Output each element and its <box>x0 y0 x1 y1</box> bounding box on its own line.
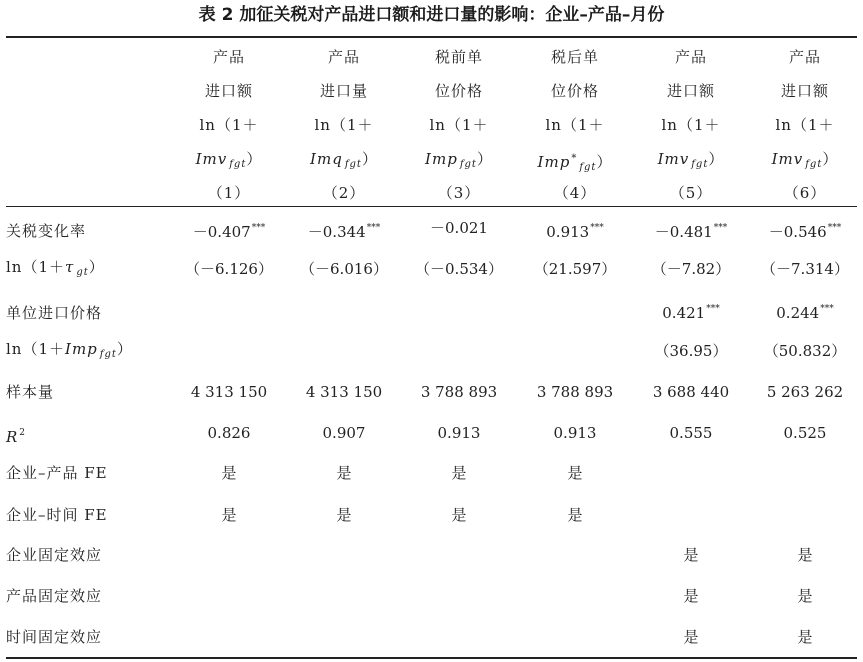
r2-superscript: 2 <box>19 428 27 438</box>
row-label-formula <box>6 339 133 365</box>
row-label-price: 单位进口价格 <box>6 304 103 322</box>
header-variable <box>749 142 861 176</box>
coefficient-value: －0.546 <box>768 223 827 241</box>
fixed-effect-cell: 是 <box>221 506 237 524</box>
row-label-fe5: 时间固定效应 <box>6 628 103 646</box>
variable-name: Imv <box>195 150 228 168</box>
header-line: 产品 <box>788 48 821 66</box>
r2-symbol: R <box>6 428 19 446</box>
formula-subscript: fgt <box>99 349 117 360</box>
t-stat-cell: （－6.126） <box>185 260 273 278</box>
coefficient-cell <box>403 218 515 238</box>
significance-stars: *** <box>827 223 842 233</box>
significance-stars: *** <box>820 304 834 314</box>
variable-close: ） <box>476 150 493 168</box>
variable-subscript: fgt <box>344 159 362 170</box>
fixed-effect-cell: 是 <box>221 464 237 482</box>
row-label-r2 <box>6 423 26 447</box>
r2-cell: 0.826 <box>207 424 251 442</box>
variable-name: Imq <box>310 150 343 168</box>
header-line: ln（1＋ <box>545 116 605 134</box>
formula-variable: τ <box>65 258 75 276</box>
coefficient-value: －0.407 <box>192 223 251 241</box>
coefficient-value: 0.421 <box>662 304 706 322</box>
table-title: 表 2 加征关税对产品进口额和进口量的影响：企业–产品–月份 <box>198 5 665 25</box>
column-header-5 <box>635 40 747 210</box>
t-stat-cell: （21.597） <box>533 260 617 278</box>
fixed-effect-cell: 是 <box>683 628 699 646</box>
row-label-fe3: 企业固定效应 <box>6 546 103 564</box>
fixed-effect-cell: 是 <box>797 628 813 646</box>
row-label-fe1: 企业–产品 FE <box>6 464 108 482</box>
variable-star: * <box>571 153 578 164</box>
r2-cell: 0.555 <box>669 424 713 442</box>
significance-stars: *** <box>706 304 720 314</box>
header-line: 进口额 <box>666 82 715 100</box>
header-line: 产品 <box>327 48 360 66</box>
r2-cell: 0.913 <box>553 424 597 442</box>
sample-size-cell: 3 688 440 <box>652 383 730 401</box>
coefficient-value: －0.481 <box>654 223 713 241</box>
fixed-effect-cell: 是 <box>797 587 813 605</box>
fixed-effect-cell: 是 <box>451 464 467 482</box>
fixed-effect-cell: 是 <box>336 464 352 482</box>
top-rule <box>6 36 857 38</box>
significance-stars: *** <box>366 223 381 233</box>
coefficient-cell <box>173 218 285 242</box>
row-label-tariff: 关税变化率 <box>6 222 87 240</box>
header-line: ln（1＋ <box>314 116 374 134</box>
r2-cell: 0.525 <box>783 424 827 442</box>
coefficient-value: 0.244 <box>776 304 820 322</box>
bottom-rule <box>6 657 857 659</box>
formula-prefix: ln（1＋ <box>6 258 66 276</box>
header-line: 进口额 <box>204 82 253 100</box>
fixed-effect-cell: 是 <box>336 506 352 524</box>
column-header-3 <box>403 40 515 210</box>
variable-subscript: fgt <box>229 159 247 170</box>
header-line: 产品 <box>212 48 245 66</box>
variable-name: Imp <box>537 153 571 171</box>
column-header-6 <box>749 40 861 210</box>
row-label-fe2: 企业–时间 FE <box>6 506 108 524</box>
variable-close: ） <box>596 153 613 171</box>
header-line: 进口量 <box>319 82 368 100</box>
column-header-4 <box>519 40 631 210</box>
header-line: 进口额 <box>780 82 829 100</box>
t-stat-cell: （－0.534） <box>415 260 503 278</box>
sample-size-cell: 3 788 893 <box>420 383 498 401</box>
variable-close: ） <box>822 150 839 168</box>
header-line: 税前单 <box>434 48 483 66</box>
header-variable <box>403 142 515 176</box>
t-stat-cell: （－7.82） <box>651 260 731 278</box>
formula-variable: Imp <box>65 340 98 358</box>
formula-subscript: gt <box>76 267 89 278</box>
significance-stars: *** <box>251 223 266 233</box>
sample-size-cell: 4 313 150 <box>305 383 383 401</box>
column-number: （4） <box>553 184 597 202</box>
formula-suffix: ） <box>88 258 105 276</box>
fixed-effect-cell: 是 <box>567 464 583 482</box>
header-variable <box>173 142 285 176</box>
coefficient-cell <box>749 299 861 323</box>
formula-suffix: ） <box>116 340 133 358</box>
column-number: （6） <box>783 184 827 202</box>
formula-prefix: ln（1＋ <box>6 340 66 358</box>
column-header-2 <box>288 40 400 210</box>
header-line: ln（1＋ <box>661 116 721 134</box>
header-line: ln（1＋ <box>775 116 835 134</box>
header-line: ln（1＋ <box>429 116 489 134</box>
fixed-effect-cell: 是 <box>451 506 467 524</box>
variable-name: Imv <box>657 150 690 168</box>
header-line: 位价格 <box>434 82 483 100</box>
row-label-fe4: 产品固定效应 <box>6 587 103 605</box>
variable-subscript: fgt <box>579 162 597 173</box>
coefficient-value: 0.913 <box>546 223 590 241</box>
coefficient-value: －0.021 <box>430 219 488 237</box>
t-stat-cell: （36.95） <box>654 342 728 360</box>
significance-stars: *** <box>713 223 728 233</box>
fixed-effect-cell: 是 <box>797 546 813 564</box>
r2-cell: 0.907 <box>322 424 366 442</box>
sample-size-cell: 5 263 262 <box>766 383 844 401</box>
coefficient-cell <box>635 299 747 323</box>
r2-cell: 0.913 <box>437 424 481 442</box>
t-stat-cell: （－6.016） <box>300 260 388 278</box>
header-variable <box>288 142 400 176</box>
column-number: （2） <box>322 184 366 202</box>
variable-name: Imv <box>771 150 804 168</box>
row-label-formula <box>6 257 105 283</box>
fixed-effect-cell: 是 <box>567 506 583 524</box>
header-variable <box>635 142 747 176</box>
sample-size-cell: 3 788 893 <box>536 383 614 401</box>
fixed-effect-cell: 是 <box>683 587 699 605</box>
coefficient-cell <box>288 218 400 242</box>
t-stat-cell: （－7.314） <box>761 260 849 278</box>
coefficient-cell <box>519 218 631 242</box>
variable-close: ） <box>708 150 725 168</box>
header-line: 产品 <box>674 48 707 66</box>
header-line: ln（1＋ <box>199 116 259 134</box>
coefficient-value: －0.344 <box>307 223 366 241</box>
variable-subscript: fgt <box>459 159 477 170</box>
variable-name: Imp <box>425 150 458 168</box>
variable-subscript: fgt <box>805 159 823 170</box>
significance-stars: *** <box>590 223 604 233</box>
fixed-effect-cell: 是 <box>683 546 699 564</box>
column-header-1 <box>173 40 285 210</box>
t-stat-cell: （50.832） <box>763 342 847 360</box>
header-line: 位价格 <box>550 82 599 100</box>
coefficient-cell <box>749 218 861 242</box>
header-line: 税后单 <box>550 48 599 66</box>
sample-size-cell: 4 313 150 <box>190 383 268 401</box>
coefficient-cell <box>635 218 747 242</box>
column-number: （3） <box>437 184 481 202</box>
row-label-sample: 样本量 <box>6 383 55 401</box>
column-number: （1） <box>207 184 251 202</box>
variable-close: ） <box>361 150 378 168</box>
column-number: （5） <box>669 184 713 202</box>
header-variable <box>519 142 631 176</box>
variable-subscript: fgt <box>691 159 709 170</box>
variable-close: ） <box>246 150 263 168</box>
